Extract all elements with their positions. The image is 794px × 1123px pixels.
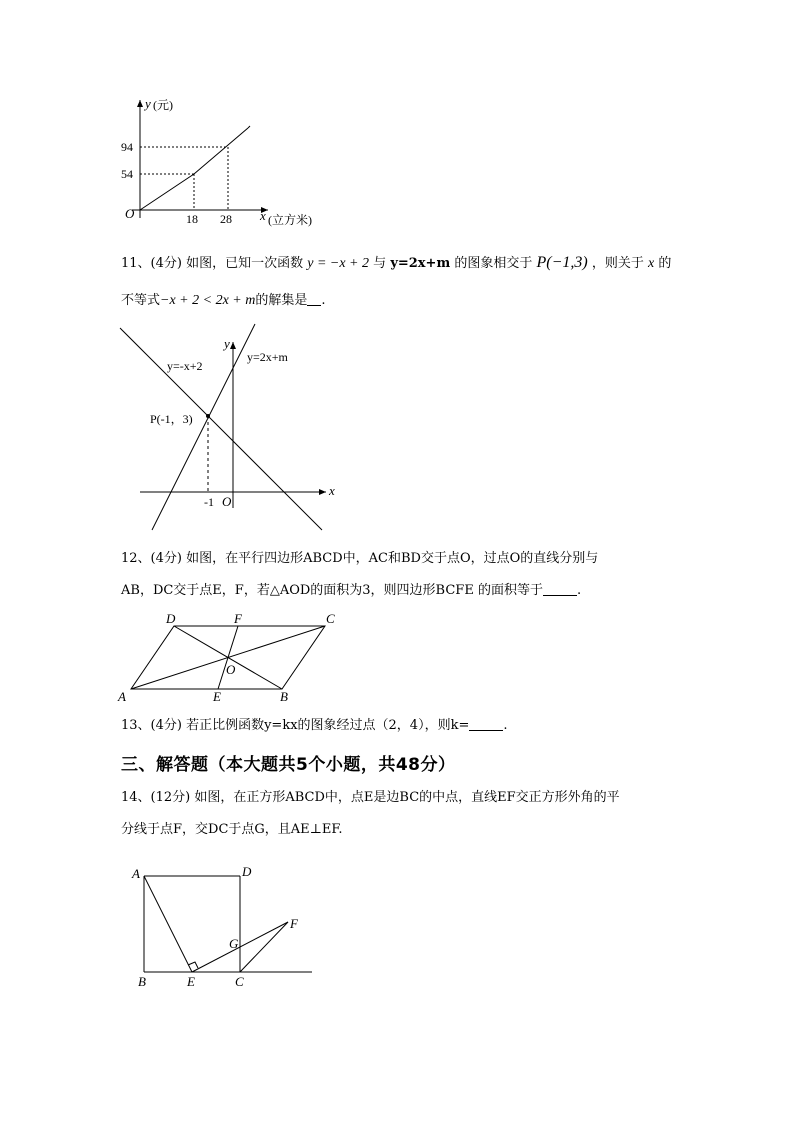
question-11-line-2: 不等式−x + 2 < 2x + m的解集是 . xyxy=(121,293,326,308)
question-14-line-1: 14、(12分) 如图，在正方形ABCD中，点E是边BC的中点，直线EF交正方形外角的平 xyxy=(121,790,620,805)
vertex-b: B xyxy=(138,974,146,989)
y-unit-label: (元) xyxy=(153,98,173,112)
figure-parallelogram xyxy=(110,608,360,708)
label-line-2: y=2x+m xyxy=(247,350,288,364)
point-f: F xyxy=(234,611,242,626)
tick-54: 54 xyxy=(121,167,133,181)
tick-94: 94 xyxy=(121,140,133,154)
vertex-c: C xyxy=(326,611,335,626)
point-e: E xyxy=(187,974,195,989)
point-o: O xyxy=(226,662,236,677)
answer-blank-13[interactable] xyxy=(469,717,503,731)
vertex-b: B xyxy=(280,689,288,704)
x-axis-label: x xyxy=(329,483,335,498)
y-axis-label: y xyxy=(224,336,230,351)
vertex-d: D xyxy=(166,611,176,626)
origin-label: O xyxy=(222,494,232,509)
segment-ae xyxy=(144,876,192,972)
point-g: G xyxy=(229,936,239,951)
point-e: E xyxy=(213,689,221,704)
question-13: 13、(4分) 若正比例函数y=kx的图象经过点（2，4），则k= . xyxy=(121,718,508,733)
answer-blank-12[interactable] xyxy=(543,582,577,596)
question-14-line-2: 分线于点F，交DC于点G，且AE⊥EF. xyxy=(121,822,343,837)
section-heading: 三、解答题（本大题共5个小题，共48分） xyxy=(121,755,456,775)
segment-cf xyxy=(240,922,288,972)
question-11-line-1: 11、(4分) 如图，已知一次函数 y = −x + 2 与 y=2x+m 的图象相交于 P(−1,3) ，则关于 x 的 xyxy=(121,254,672,271)
figure-square xyxy=(128,862,328,992)
answer-blank-11[interactable] xyxy=(307,292,321,306)
segment-ef xyxy=(218,626,238,689)
x-axis-label: x xyxy=(260,208,266,223)
figure-price-volume xyxy=(110,92,350,232)
intersection-point xyxy=(206,414,210,418)
label-minus-1: -1 xyxy=(204,495,214,509)
tick-28: 28 xyxy=(220,212,232,226)
point-f: F xyxy=(290,916,298,931)
vertex-c: C xyxy=(235,974,244,989)
question-12-line-2: AB，DC交于点E，F，若△AOD的面积为3，则四边形BCFE 的面积等于 . xyxy=(121,583,582,598)
figure-two-lines xyxy=(110,318,350,538)
tick-18: 18 xyxy=(186,212,198,226)
label-point-p: P(-1，3) xyxy=(150,412,193,426)
vertex-a: A xyxy=(118,689,126,704)
vertex-d: D xyxy=(242,864,252,879)
origin-label: O xyxy=(125,206,135,221)
line-neg-x-plus-2 xyxy=(120,328,322,530)
label-line-1: y=-x+2 xyxy=(167,359,203,373)
price-line xyxy=(140,128,248,210)
vertex-a: A xyxy=(132,866,140,881)
question-12-line-1: 12、(4分) 如图，在平行四边形ABCD中，AC和BD交于点O，过点O的直线分别与 xyxy=(121,551,599,566)
x-unit-label: (立方米) xyxy=(268,213,312,227)
y-axis-label: y xyxy=(145,96,151,111)
